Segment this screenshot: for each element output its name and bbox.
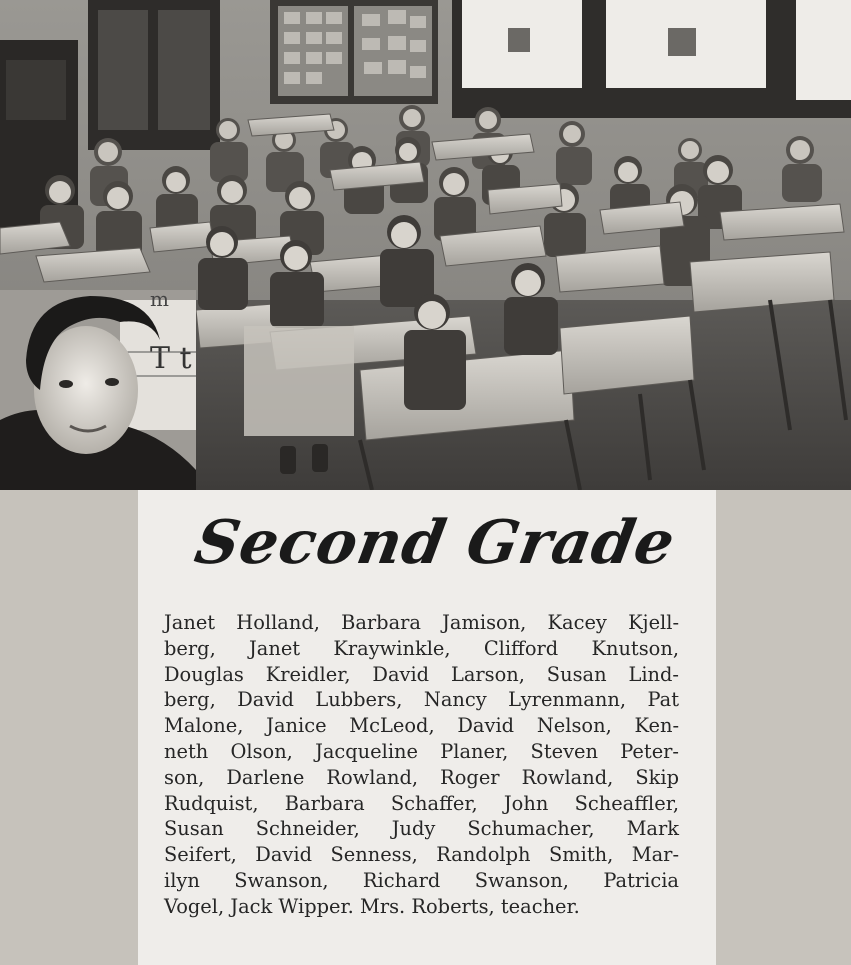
caption-line: Seifert, David Senness, Randolph Smith, Mar- [164, 843, 679, 867]
bookcase [88, 0, 220, 150]
page-margin-right [716, 490, 851, 965]
teacher-inset-photo [0, 287, 196, 490]
caption-line: berg, David Lubbers, Nancy Lyrenmann, Pat [164, 688, 679, 712]
page-title: Second Grade [189, 508, 681, 578]
caption-line: berg, Janet Kraywinkle, Clifford Knutson, [164, 636, 679, 660]
caption-line: Vogel, Jack Wipper. Mrs. Roberts, teacher. [164, 894, 580, 918]
caption-line: Rudquist, Barbara Schaffer, John Scheaffler, [164, 791, 679, 815]
caption-line: Susan Schneider, Judy Schumacher, Mark [164, 817, 679, 841]
board-letters-2: T t [150, 341, 192, 376]
caption-line: neth Olson, Jacqueline Planer, Steven Peter- [164, 739, 679, 763]
board-letters: m [150, 287, 169, 311]
caption-line: Malone, Janice McLeod, David Nelson, Ken- [164, 714, 679, 738]
caption-panel [138, 490, 716, 965]
bulletin-board [270, 0, 438, 104]
caption-line: son, Darlene Rowland, Roger Rowland, Skip [164, 765, 679, 789]
student-name-list [164, 610, 679, 920]
windows [452, 0, 851, 118]
caption-line: Douglas Kreidler, David Larson, Susan Lind- [164, 662, 679, 686]
caption-line: ilyn Swanson, Richard Swanson, Patricia [164, 868, 679, 892]
page-margin-left [0, 490, 138, 965]
caption-line: Janet Holland, Barbara Jamison, Kacey Kjell- [164, 611, 679, 634]
